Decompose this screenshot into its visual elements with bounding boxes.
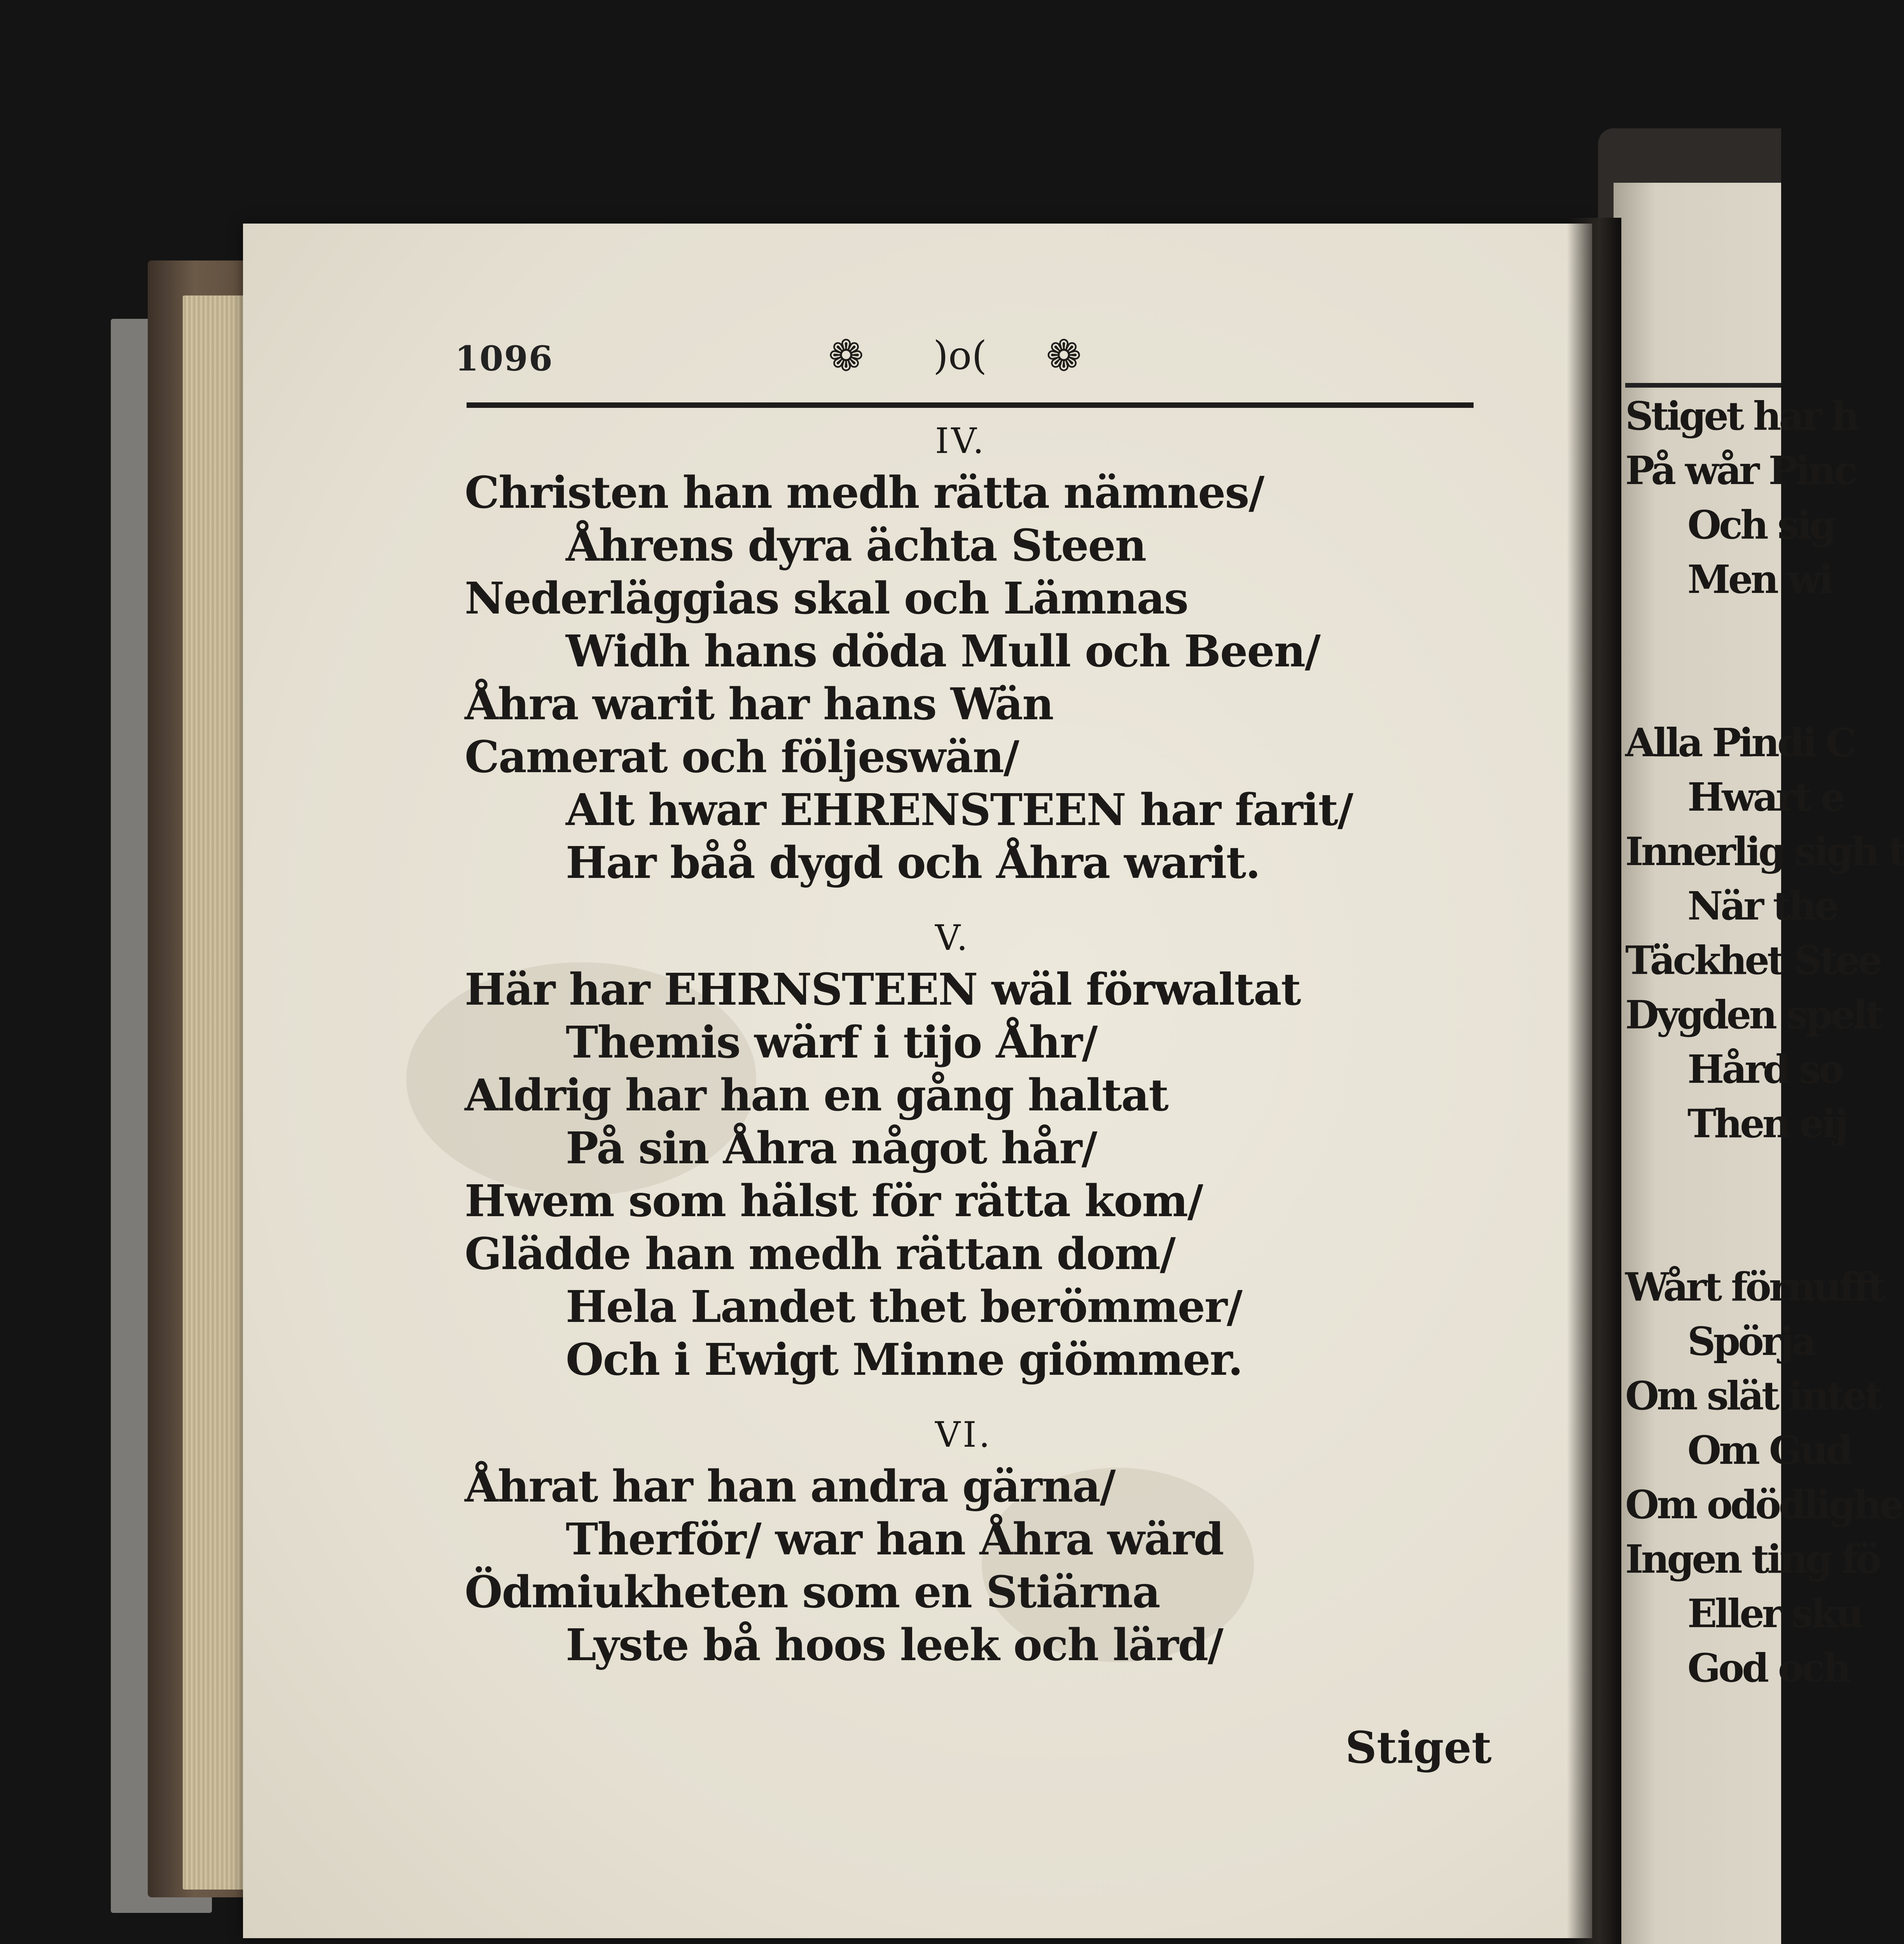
facing-line [1625,607,1781,661]
facing-line: Om odödlighe [1625,1482,1902,1528]
facing-line: Eller sku [1687,1591,1862,1636]
facing-line: Ingen ting fö [1625,1536,1880,1582]
facing-page-text [1625,389,1904,1695]
flower-ornament-icon: ❁ [828,331,864,381]
facing-line: Spörja [1687,1318,1815,1364]
facing-line: Men wi [1687,556,1831,602]
facing-line: Dygden spelt [1625,992,1881,1038]
poem-line: Åhra warit har hans Wän [465,679,1053,730]
poem-line: På sin Åhra något hår/ [566,1123,1097,1174]
poem-line: Lyste bå hoos leek och lärd/ [566,1620,1223,1671]
poem-line: Har båå dygd och Åhra warit. [566,837,1260,888]
stanza-gap [465,1386,1514,1410]
facing-line: Om Gud [1687,1427,1851,1473]
poem-line: Alt hwar EHRENSTEEN har farit/ [566,785,1353,836]
facing-line: På wår Pinc [1625,448,1855,493]
poem-line: Camerat och följeswän/ [465,732,1019,783]
facing-line: Och sig [1687,502,1834,548]
poem-line: Hwem som hälst för rätta kom/ [465,1176,1203,1227]
poem-line: Hela Landet thet berömmer/ [566,1281,1242,1332]
page-number: 1096 [455,338,553,379]
flower-ornament-icon: ❁ [1046,331,1082,381]
facing-line: Om slät intet [1625,1373,1881,1419]
header-rule [467,402,1474,408]
facing-line: Hård so [1687,1046,1842,1092]
poem-line: Glädde han medh rättan dom/ [465,1229,1175,1280]
poem-line: Christen han medh rätta nämnes/ [465,467,1264,518]
gutter-shadow [1567,218,1621,1944]
facing-line: När the [1687,883,1837,929]
facing-line: Wårt förnufft [1625,1264,1884,1310]
stanza-gap [465,890,1514,913]
facing-line [1625,1205,1781,1260]
facing-line [1625,1151,1781,1205]
catchword: Stiget [1345,1722,1492,1773]
facing-line: Then eij [1687,1101,1846,1147]
poem-body [465,416,1514,1672]
facing-line: Stiget har h [1625,393,1857,439]
poem-line: Åhrens dyra ächta Steen [566,520,1146,571]
poem-line: Åhrat har han andra gärna/ [465,1461,1115,1512]
facing-header-rule [1625,383,1781,388]
poem-line: Här har EHRNSTEEN wäl förwaltat [465,964,1301,1015]
center-ornament-icon: )o( [933,333,987,378]
poem-line: Och i Ewigt Minne giömmer. [566,1334,1243,1385]
poem-line: Themis wärf i tijo Åhr/ [566,1017,1097,1068]
poem-line: Nederläggias skal och Lämnas [465,573,1188,624]
facing-line: Innerlig sigh t [1625,829,1904,874]
poem-line: Aldrig har han en gång haltat [465,1070,1168,1121]
facing-line: Täckhet Stee [1625,937,1880,983]
stanza-number: IV. [935,421,986,462]
facing-line: Hwart e [1687,774,1843,820]
facing-line [1625,661,1781,715]
stanza-number: V. [935,918,970,958]
poem-line: Ödmiukheten som en Stiärna [465,1567,1160,1618]
poem-line: Widh hans döda Mull och Been/ [566,626,1320,677]
facing-line: God och [1687,1645,1849,1691]
stanza-number: VI. [935,1414,993,1455]
facing-line: Alla Pindi C [1625,720,1855,766]
poem-line: Therför/ war han Åhra wärd [566,1514,1224,1565]
